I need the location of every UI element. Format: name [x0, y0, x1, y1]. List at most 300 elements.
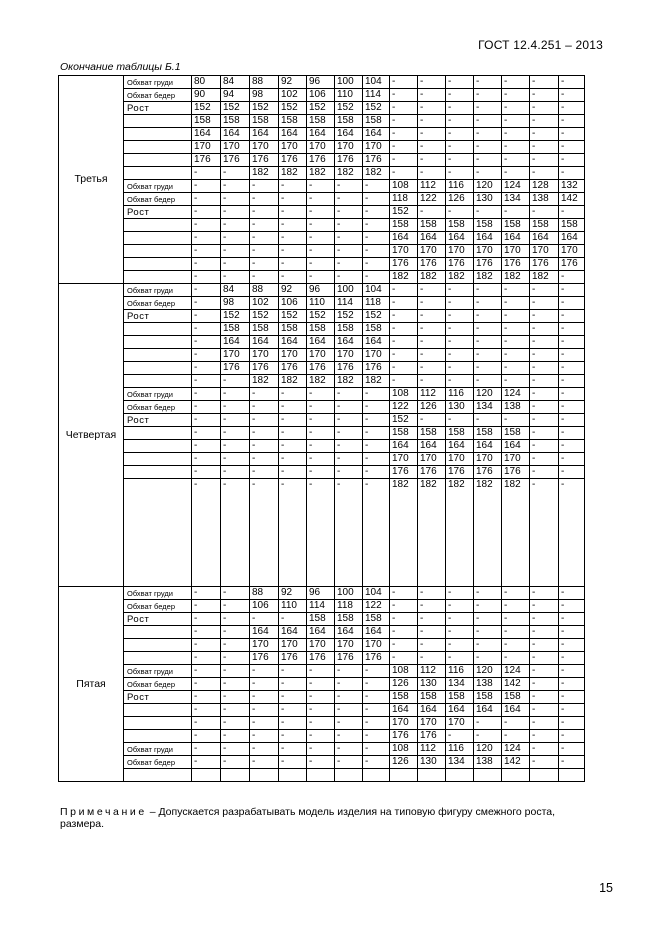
table-cell: 158	[335, 323, 363, 336]
table-cell: 130	[418, 678, 446, 691]
table-cell: -	[418, 362, 446, 375]
table-cell: -	[530, 128, 559, 141]
table-cell: -	[307, 730, 335, 743]
row-label	[124, 128, 192, 141]
table-cell: 164	[335, 626, 363, 639]
table-cell: -	[192, 362, 221, 375]
table-row	[59, 613, 585, 626]
table-cell: 182	[335, 167, 363, 180]
table-cell: -	[418, 297, 446, 310]
table-cell: 170	[363, 639, 390, 652]
table-cell: -	[221, 613, 250, 626]
table-cell: 158	[418, 219, 446, 232]
row-label: Обхват груди	[124, 388, 192, 401]
table-cell: -	[559, 206, 585, 219]
table-cell: -	[390, 323, 418, 336]
table-cell: -	[335, 479, 363, 587]
row-label	[124, 626, 192, 639]
table-cell	[502, 769, 530, 782]
table-cell: -	[559, 743, 585, 756]
table-cell: -	[474, 76, 502, 89]
table-cell: -	[335, 193, 363, 206]
table-row	[59, 89, 585, 102]
table-cell: -	[559, 336, 585, 349]
table-cell: -	[502, 375, 530, 388]
table-cell: 182	[474, 479, 502, 587]
table-cell: -	[335, 678, 363, 691]
table-cell: -	[221, 717, 250, 730]
table-cell: 176	[418, 258, 446, 271]
table-cell: 158	[307, 613, 335, 626]
table-cell: -	[363, 730, 390, 743]
table-row	[59, 717, 585, 730]
table-cell: 182	[307, 167, 335, 180]
table-cell: 170	[446, 717, 474, 730]
table-cell: -	[474, 167, 502, 180]
table-cell: -	[474, 375, 502, 388]
table-cell: -	[221, 271, 250, 284]
table-cell: -	[221, 258, 250, 271]
table-cell	[279, 769, 307, 782]
table-cell: -	[559, 756, 585, 769]
table-cell: -	[221, 665, 250, 678]
table-cell: -	[559, 323, 585, 336]
table-cell: -	[307, 479, 335, 587]
table-cell: 170	[221, 349, 250, 362]
table-cell: -	[530, 414, 559, 427]
table-cell: -	[559, 362, 585, 375]
table-cell: 158	[502, 691, 530, 704]
group-name: Третья	[59, 76, 124, 284]
table-cell: 158	[250, 115, 279, 128]
table-cell: 182	[390, 479, 418, 587]
table-cell: 176	[474, 466, 502, 479]
table-cell: 170	[502, 245, 530, 258]
table-cell: -	[446, 349, 474, 362]
table-cell: -	[418, 587, 446, 600]
row-label	[124, 479, 192, 587]
table-cell: -	[335, 440, 363, 453]
table-cell: -	[221, 678, 250, 691]
table-cell: -	[390, 89, 418, 102]
table-cell: -	[418, 349, 446, 362]
table-cell: -	[446, 154, 474, 167]
table-cell: -	[279, 427, 307, 440]
table-cell: -	[474, 284, 502, 297]
table-cell	[446, 769, 474, 782]
table-cell: -	[250, 401, 279, 414]
table-cell: -	[279, 466, 307, 479]
table-cell: -	[559, 154, 585, 167]
table-cell: 170	[279, 141, 307, 154]
table-cell: -	[221, 245, 250, 258]
table-cell: -	[530, 704, 559, 717]
table-cell: -	[390, 141, 418, 154]
table-cell: -	[446, 362, 474, 375]
table-cell: -	[530, 89, 559, 102]
table-cell: -	[192, 414, 221, 427]
table-cell: 130	[446, 401, 474, 414]
table-cell: 170	[390, 717, 418, 730]
table-cell: 164	[474, 440, 502, 453]
table-cell: -	[363, 427, 390, 440]
table-cell: -	[363, 414, 390, 427]
table-cell: -	[474, 336, 502, 349]
table-row	[59, 639, 585, 652]
table-cell: 132	[559, 180, 585, 193]
table-cell: 158	[335, 613, 363, 626]
table-row	[59, 128, 585, 141]
table-row	[59, 414, 585, 427]
table-cell: 170	[250, 639, 279, 652]
table-cell: 176	[390, 466, 418, 479]
table-cell: -	[502, 600, 530, 613]
table-cell: -	[530, 587, 559, 600]
table-cell: 176	[221, 362, 250, 375]
table-cell: -	[446, 76, 474, 89]
table-cell: 134	[474, 401, 502, 414]
table-cell: -	[250, 743, 279, 756]
table-cell: 108	[390, 743, 418, 756]
table-cell: 158	[363, 115, 390, 128]
table-cell: -	[446, 626, 474, 639]
table-cell: -	[418, 76, 446, 89]
table-cell: -	[559, 587, 585, 600]
row-label: Обхват груди	[124, 76, 192, 89]
table-row	[59, 587, 585, 600]
table-cell: 164	[307, 128, 335, 141]
table-cell: 170	[192, 141, 221, 154]
row-label: Обхват груди	[124, 743, 192, 756]
table-cell: 182	[307, 375, 335, 388]
table-cell: 104	[363, 587, 390, 600]
table-cell: 176	[363, 154, 390, 167]
table-cell: -	[279, 479, 307, 587]
table-cell: -	[390, 652, 418, 665]
table-cell: -	[559, 76, 585, 89]
table-cell: -	[363, 717, 390, 730]
table-cell: -	[559, 665, 585, 678]
table-cell: -	[559, 652, 585, 665]
table-cell: -	[307, 678, 335, 691]
table-cell: 110	[335, 89, 363, 102]
table-cell: -	[221, 652, 250, 665]
table-cell: 142	[559, 193, 585, 206]
table-cell: 176	[279, 362, 307, 375]
size-table	[58, 75, 578, 802]
row-label	[124, 440, 192, 453]
table-cell: 176	[335, 154, 363, 167]
table-cell: -	[446, 141, 474, 154]
table-cell: 182	[279, 167, 307, 180]
table-cell: 106	[250, 600, 279, 613]
document-id: ГОСТ 12.4.251 – 2013	[478, 38, 603, 52]
table-cell: -	[502, 310, 530, 323]
table-cell: -	[335, 453, 363, 466]
table-cell: -	[250, 691, 279, 704]
table-cell: -	[363, 453, 390, 466]
table-cell: 182	[418, 479, 446, 587]
table-cell: -	[559, 600, 585, 613]
table-cell: 164	[307, 626, 335, 639]
table-cell: 164	[279, 626, 307, 639]
table-cell: -	[502, 336, 530, 349]
table-cell: 112	[418, 388, 446, 401]
table-cell: -	[250, 466, 279, 479]
table-cell: 152	[279, 102, 307, 115]
table-cell: -	[446, 336, 474, 349]
table-cell: -	[250, 730, 279, 743]
table-cell: -	[446, 128, 474, 141]
table-cell: -	[446, 310, 474, 323]
table-cell: -	[530, 730, 559, 743]
table-cell: -	[446, 639, 474, 652]
table-cell: 134	[446, 678, 474, 691]
table-cell: 158	[221, 115, 250, 128]
table-row	[59, 388, 585, 401]
table-cell: -	[307, 743, 335, 756]
table-cell: 170	[559, 245, 585, 258]
table-cell: -	[221, 167, 250, 180]
table-cell: -	[363, 219, 390, 232]
table-cell: 96	[307, 76, 335, 89]
table-cell: 164	[474, 704, 502, 717]
table-cell: -	[363, 665, 390, 678]
table-cell: -	[221, 388, 250, 401]
table-cell: -	[418, 414, 446, 427]
table-cell: 164	[446, 232, 474, 245]
table-cell: 170	[335, 349, 363, 362]
table-cell: -	[363, 206, 390, 219]
table-cell: -	[250, 704, 279, 717]
table-cell: 152	[390, 206, 418, 219]
table-cell: -	[192, 678, 221, 691]
table-cell: 164	[474, 232, 502, 245]
row-label	[124, 717, 192, 730]
table-row	[59, 756, 585, 769]
table-cell: 164	[390, 704, 418, 717]
table-cell: 176	[279, 154, 307, 167]
table-cell: -	[250, 219, 279, 232]
table-cell: -	[502, 323, 530, 336]
row-label	[124, 639, 192, 652]
table-cell: 164	[502, 232, 530, 245]
table-cell: 112	[418, 665, 446, 678]
table-cell: 176	[307, 154, 335, 167]
table-cell: 170	[250, 141, 279, 154]
table-cell: -	[502, 206, 530, 219]
table-cell: 134	[502, 193, 530, 206]
table-cell: -	[307, 691, 335, 704]
table-row	[59, 232, 585, 245]
table-cell: -	[279, 193, 307, 206]
table-cell: -	[192, 375, 221, 388]
table-cell: 98	[250, 89, 279, 102]
table-cell: 158	[363, 323, 390, 336]
table-row	[59, 167, 585, 180]
table-cell: -	[390, 154, 418, 167]
table-cell: 152	[221, 102, 250, 115]
table-cell: 164	[335, 128, 363, 141]
table-cell: -	[502, 115, 530, 128]
table-cell	[307, 769, 335, 782]
table-cell: 118	[335, 600, 363, 613]
table-cell: 170	[530, 245, 559, 258]
table-cell	[221, 769, 250, 782]
table-cell: 124	[502, 180, 530, 193]
table-cell: 126	[390, 756, 418, 769]
table-cell: -	[335, 691, 363, 704]
table-cell: 116	[446, 743, 474, 756]
table-cell: 94	[221, 89, 250, 102]
table-cell: 152	[279, 310, 307, 323]
table-cell: -	[530, 479, 559, 587]
table-cell: -	[502, 414, 530, 427]
table-cell: 164	[279, 336, 307, 349]
table-row	[59, 440, 585, 453]
table-cell: -	[363, 691, 390, 704]
table-cell: -	[221, 375, 250, 388]
table-cell: 158	[221, 323, 250, 336]
table-cell: 96	[307, 284, 335, 297]
table-cell: -	[363, 193, 390, 206]
table-cell: -	[221, 427, 250, 440]
table-cell: -	[559, 626, 585, 639]
table-cell	[390, 769, 418, 782]
table-cell: -	[502, 639, 530, 652]
table-cell: 158	[559, 219, 585, 232]
table-row	[59, 743, 585, 756]
table-cell: -	[474, 310, 502, 323]
table-cell: 114	[307, 600, 335, 613]
row-label	[124, 336, 192, 349]
table-cell: 176	[502, 466, 530, 479]
table-cell: 182	[502, 479, 530, 587]
row-label	[124, 141, 192, 154]
table-cell: -	[250, 717, 279, 730]
table-cell: -	[279, 717, 307, 730]
table-row	[59, 479, 585, 587]
table-cell: -	[559, 375, 585, 388]
table-cell: -	[418, 600, 446, 613]
table-cell: 124	[502, 665, 530, 678]
table-cell: 182	[446, 479, 474, 587]
table-cell: 164	[446, 440, 474, 453]
table-cell: -	[530, 167, 559, 180]
table-cell: -	[502, 102, 530, 115]
table-cell: 102	[250, 297, 279, 310]
table-cell: 108	[390, 388, 418, 401]
table-cell: -	[250, 206, 279, 219]
table-cell: 176	[474, 258, 502, 271]
table-cell: -	[390, 349, 418, 362]
table-cell: -	[363, 271, 390, 284]
table-cell: -	[192, 613, 221, 626]
page-number: 15	[599, 881, 613, 895]
table-cell: -	[279, 271, 307, 284]
table-cell: 176	[418, 466, 446, 479]
table-cell: 152	[363, 102, 390, 115]
table-cell: -	[559, 414, 585, 427]
table-cell: 158	[418, 691, 446, 704]
table-cell: -	[221, 193, 250, 206]
table-cell: 170	[250, 349, 279, 362]
table-cell: 176	[418, 730, 446, 743]
table-cell: -	[502, 626, 530, 639]
table-cell: -	[192, 258, 221, 271]
table-cell: 164	[335, 336, 363, 349]
table-cell: -	[530, 115, 559, 128]
table-cell: -	[390, 626, 418, 639]
table-cell: 176	[446, 466, 474, 479]
row-label: Обхват груди	[124, 180, 192, 193]
table-cell: -	[502, 362, 530, 375]
table-cell: -	[446, 730, 474, 743]
table-cell: -	[192, 310, 221, 323]
table-cell: -	[502, 154, 530, 167]
table-cell: 106	[307, 89, 335, 102]
table-cell: 164	[418, 232, 446, 245]
group-name: Пятая	[59, 587, 124, 782]
row-label	[124, 453, 192, 466]
table-cell: 152	[363, 310, 390, 323]
table-cell: 88	[250, 284, 279, 297]
table-cell: 176	[390, 730, 418, 743]
table-cell: -	[559, 102, 585, 115]
table-cell: -	[502, 613, 530, 626]
table-cell: -	[530, 626, 559, 639]
table-cell: 164	[250, 626, 279, 639]
table-cell: -	[418, 284, 446, 297]
table-cell: -	[530, 362, 559, 375]
table-cell: -	[390, 613, 418, 626]
table-cell: -	[250, 271, 279, 284]
table-cell: -	[502, 297, 530, 310]
table-cell: -	[250, 232, 279, 245]
table-cell: 176	[335, 362, 363, 375]
table-cell: -	[502, 717, 530, 730]
table-cell: 176	[335, 652, 363, 665]
table-cell: -	[363, 232, 390, 245]
table-cell: 122	[418, 193, 446, 206]
table-row	[59, 769, 585, 782]
table-cell: -	[530, 652, 559, 665]
table-cell: 176	[390, 258, 418, 271]
table-cell: -	[418, 613, 446, 626]
table-row	[59, 336, 585, 349]
table-cell	[335, 769, 363, 782]
table-cell: -	[335, 414, 363, 427]
table-cell: -	[474, 613, 502, 626]
table-cell: 170	[363, 141, 390, 154]
table-cell	[363, 769, 390, 782]
table-cell: -	[559, 704, 585, 717]
table-row	[59, 691, 585, 704]
table-cell: -	[221, 401, 250, 414]
table-cell: 182	[363, 167, 390, 180]
table-cell: -	[192, 245, 221, 258]
row-label	[124, 167, 192, 180]
table-cell: -	[474, 626, 502, 639]
table-cell: -	[221, 219, 250, 232]
table-cell: -	[446, 375, 474, 388]
table-cell: -	[192, 466, 221, 479]
table-cell: -	[559, 115, 585, 128]
table-cell: -	[250, 678, 279, 691]
table-cell: -	[250, 479, 279, 587]
table-cell: -	[530, 206, 559, 219]
table-cell: 158	[474, 691, 502, 704]
